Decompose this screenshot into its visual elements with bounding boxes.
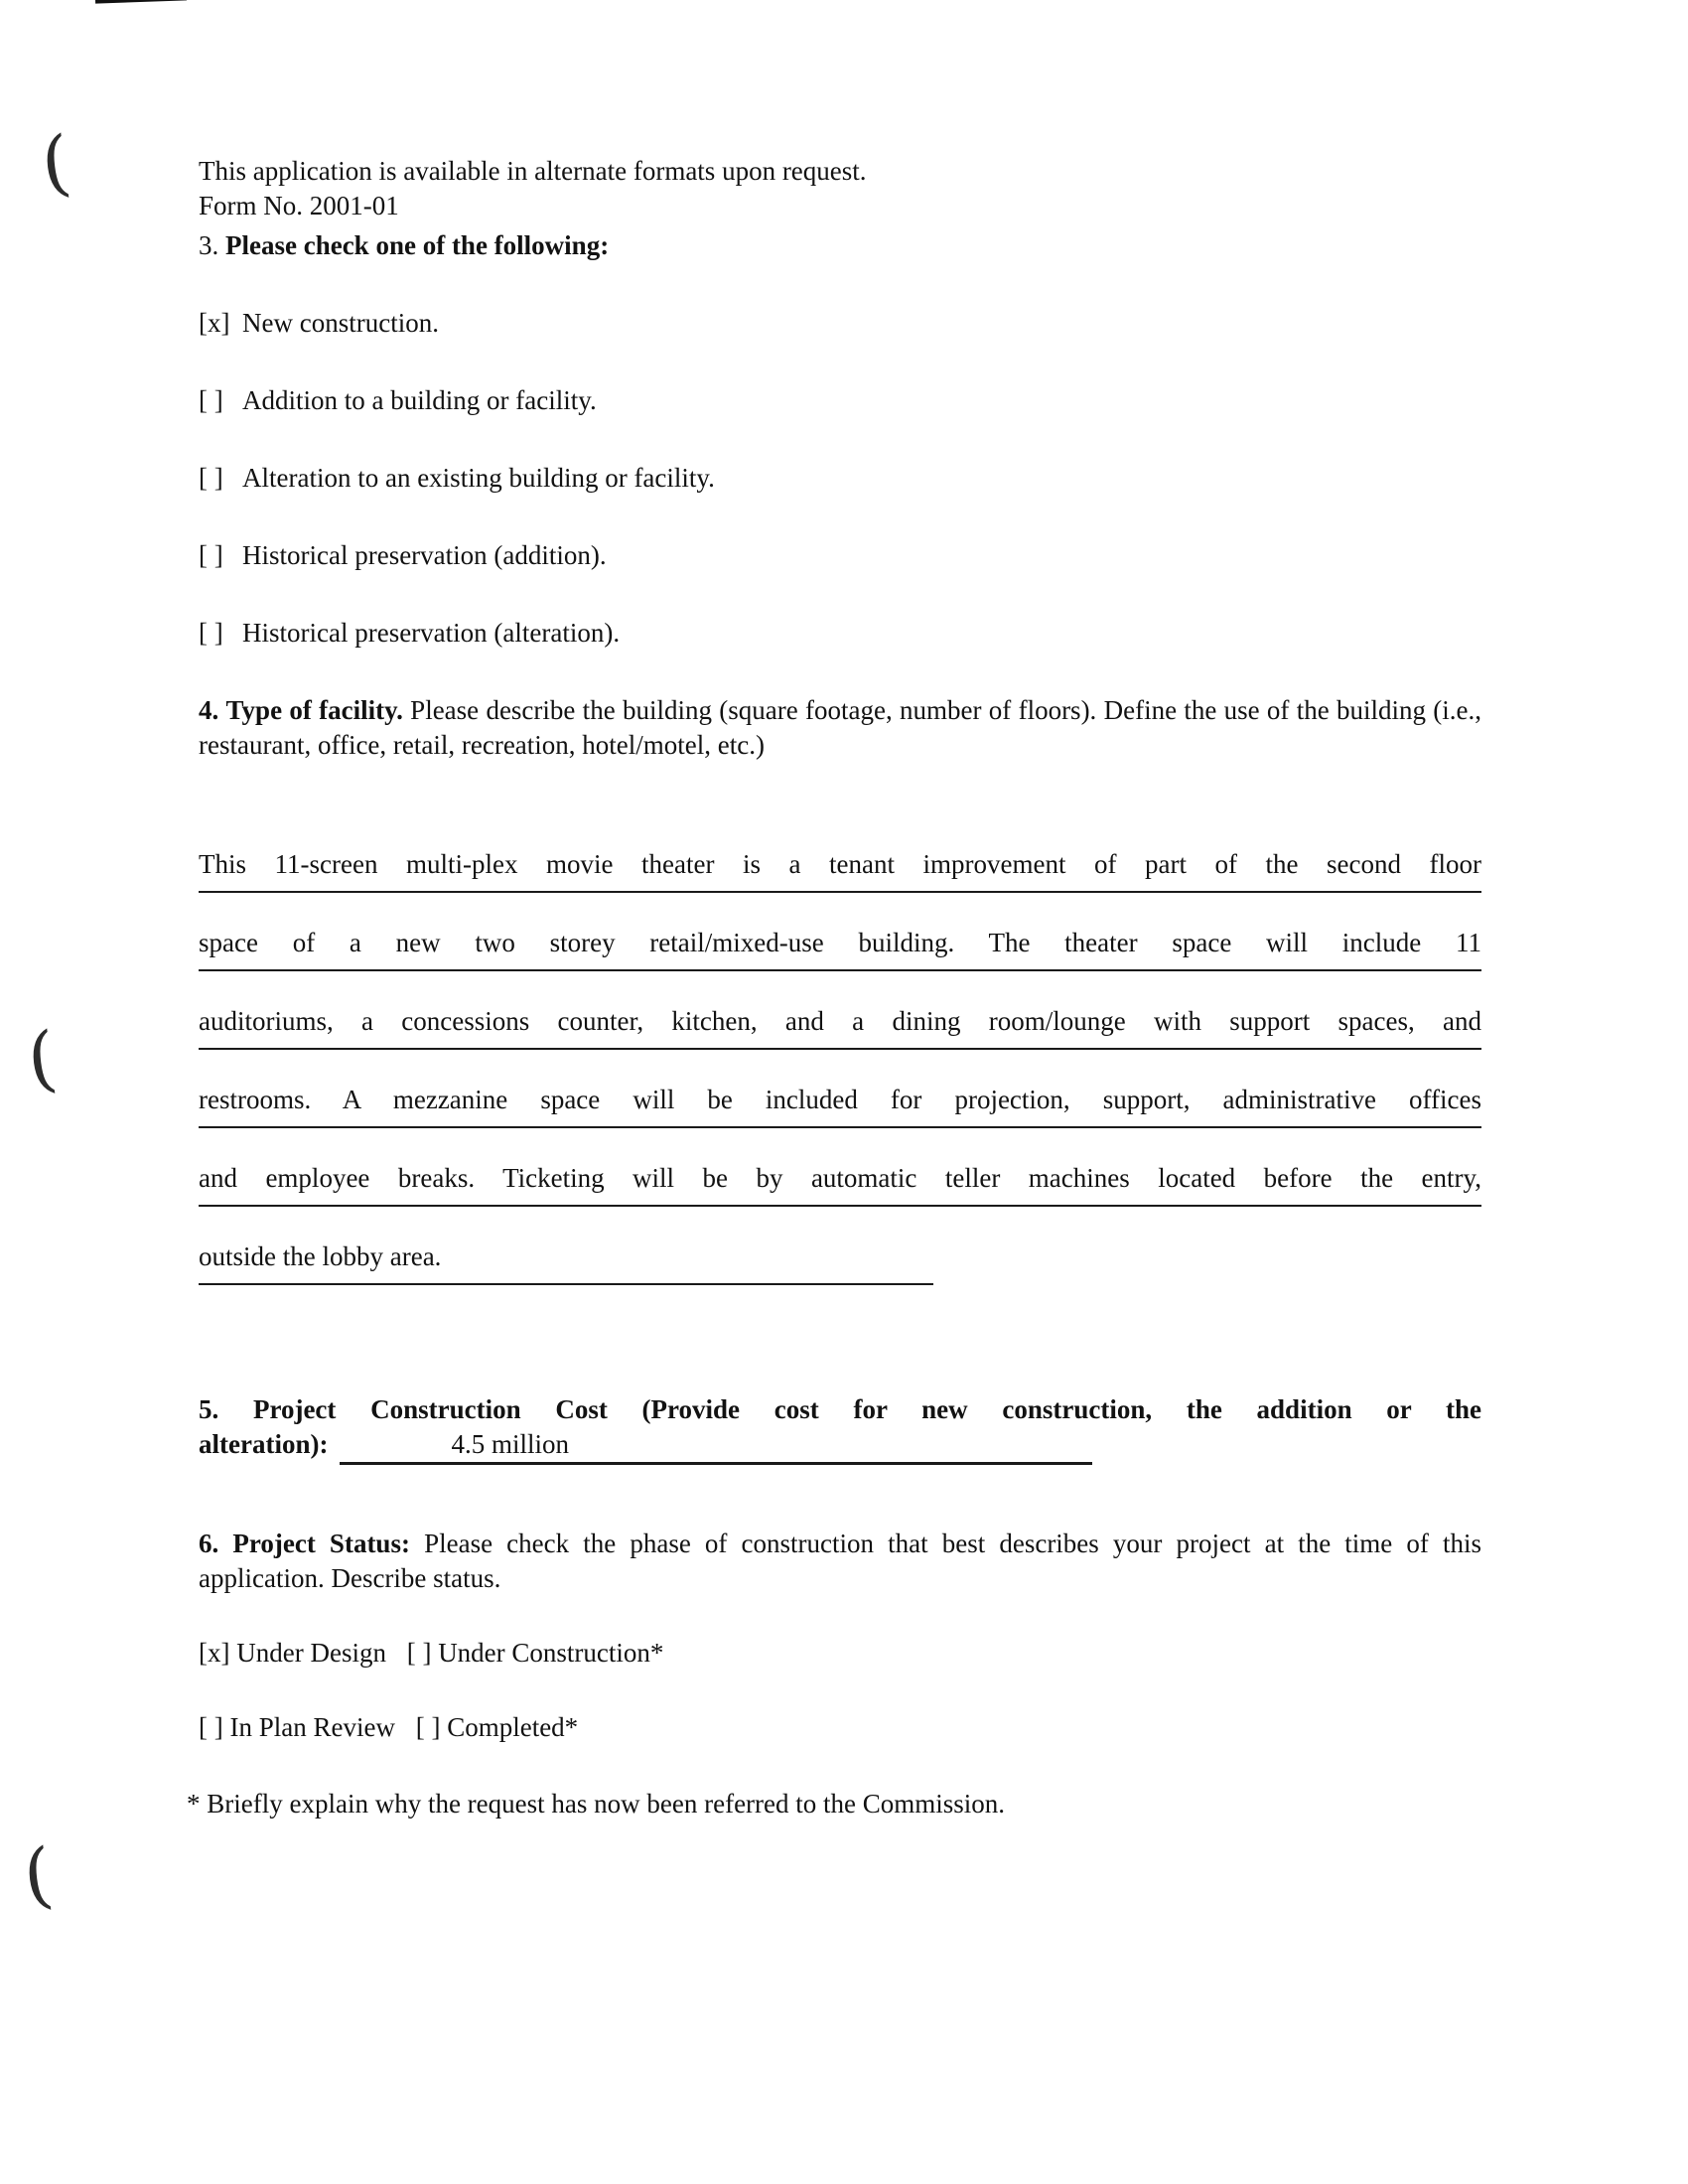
- label-under-construction: Under Construction*: [438, 1638, 664, 1668]
- section6-number: 6.: [199, 1529, 219, 1558]
- checkbox-new-construction: [x]: [199, 308, 230, 338]
- form-content: [187, 154, 1482, 1848]
- commission-footnote: * Briefly explain why the request has now been referred to the Commission.: [187, 1789, 1006, 1819]
- label-new-construction: New construction.: [242, 308, 439, 338]
- section3-title: Please check one of the following:: [225, 230, 610, 260]
- cost-answer-rule: [340, 1427, 1092, 1465]
- section5-number: 5.: [199, 1394, 219, 1424]
- section3-number: 3.: [199, 230, 219, 260]
- status-row-1: [199, 1636, 1481, 1671]
- scan-paren-artifact-bottom: (: [18, 1831, 58, 1919]
- checkbox-under-construction: [ ]: [406, 1638, 432, 1668]
- checkbox-under-design: [x]: [199, 1638, 230, 1668]
- answer-line-3: auditoriums, a concessions counter, kitchen, and a dining room/lounge with support spaces, and: [199, 1004, 1481, 1050]
- status-under-construction: [407, 1638, 664, 1668]
- option-new-construction: [199, 306, 1481, 341]
- checkbox-completed: [ ]: [415, 1712, 441, 1742]
- status-in-plan-review: [199, 1712, 395, 1742]
- answer-line-6: outside the lobby area.: [199, 1239, 933, 1285]
- status-under-design: [199, 1638, 386, 1668]
- label-historical-alteration: Historical preservation (alteration).: [242, 618, 621, 648]
- label-historical-addition: Historical preservation (addition).: [242, 540, 607, 570]
- section4-number: 4.: [199, 695, 219, 725]
- section6-title: Project Status:: [232, 1529, 410, 1558]
- checkbox-historical-alteration: [ ]: [199, 618, 223, 648]
- section5: [199, 1392, 1481, 1465]
- checkbox-historical-addition: [ ]: [199, 540, 223, 570]
- section3-heading: [199, 228, 1481, 263]
- option-historical-addition: [199, 538, 1481, 573]
- section6-prompt: Please check the phase of construction that best describes your project at the time of this application. Describe status.: [199, 1529, 1482, 1593]
- option-alteration: [199, 461, 1481, 496]
- section4-answer: [199, 847, 1481, 1285]
- label-addition: Addition to a building or facility.: [242, 385, 597, 415]
- section5-heading-line2: [199, 1427, 1481, 1465]
- checkbox-in-plan-review: [ ]: [199, 1712, 223, 1742]
- section4-heading: [199, 693, 1481, 763]
- label-under-design: Under Design: [236, 1638, 386, 1668]
- alternate-formats-notice: This application is available in alternate formats upon request.: [199, 156, 867, 186]
- label-in-plan-review: In Plan Review: [229, 1712, 395, 1742]
- section4-prompt: Please describe the building (square footage, number of floors). Define the use of the building (i.e., restaurant, office, retail, recreation, hotel/motel, etc.): [199, 695, 1482, 760]
- answer-line-2: space of a new two storey retail/mixed-use building. The theater space will include 11: [199, 926, 1481, 971]
- checkbox-addition: [ ]: [199, 385, 223, 415]
- checkbox-alteration: [ ]: [199, 463, 223, 493]
- status-row-2: [199, 1710, 1481, 1745]
- option-historical-alteration: [199, 616, 1481, 651]
- section5-title-line1: Project Construction Cost (Provide cost for new construction, the addition or the: [252, 1394, 1482, 1424]
- option-addition: [199, 383, 1481, 418]
- answer-line-4: restrooms. A mezzanine space will be included for projection, support, administrative offices: [199, 1083, 1481, 1128]
- section5-title-line2: alteration):: [199, 1429, 329, 1459]
- answer-line-5: and employee breaks. Ticketing will be by automatic teller machines located before the entry,: [199, 1161, 1481, 1207]
- answer-line-1: This 11-screen multi-plex movie theater is a tenant improvement of part of the second floor: [199, 847, 1481, 893]
- label-alteration: Alteration to an existing building or facility.: [242, 463, 715, 493]
- scan-paren-artifact-top: (: [36, 119, 75, 207]
- status-completed: [416, 1712, 578, 1742]
- scan-edge-artifact: [95, 0, 187, 4]
- cost-answer-value: 4.5 million: [451, 1429, 569, 1459]
- scan-paren-artifact-middle: (: [22, 1015, 62, 1102]
- section4-title: Type of facility.: [225, 695, 403, 725]
- form-number: Form No. 2001-01: [199, 191, 399, 220]
- label-completed: Completed*: [447, 1712, 579, 1742]
- section5-heading-line1: [199, 1392, 1481, 1427]
- section6-heading: [199, 1527, 1481, 1596]
